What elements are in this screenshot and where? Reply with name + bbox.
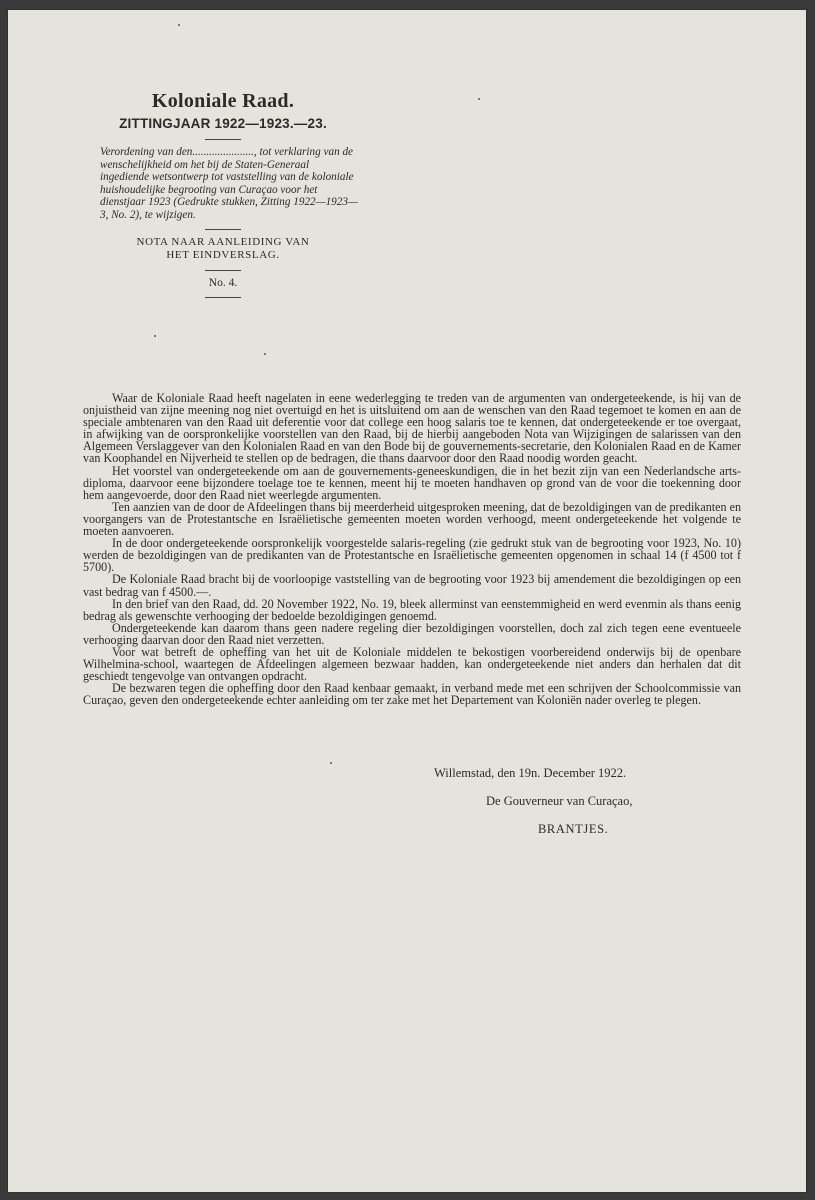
paragraph: Ondergeteekende kan daarom thans geen nadere regeling dier bezoldigingen voorstellen, doch zal zich tegen eene eventueele verhooging daarvan door den Raad niet verzetten. xyxy=(83,620,741,647)
header-block xyxy=(78,90,368,304)
document-page xyxy=(8,10,806,1192)
paper-speck xyxy=(154,335,156,337)
nota-heading-line-1: NOTA NAAR AANLEIDING VAN xyxy=(136,236,310,248)
paragraph: De bezwaren tegen die opheffing door den Raad kenbaar gemaakt, in verband mede met een schrijven der Schoolcommissie van Curaçao, geven den ondergeteekende echter aanleiding om ter zake met het Departement van Koloniën nader overleg te plegen. xyxy=(83,681,741,708)
paper-speck xyxy=(178,24,180,26)
divider xyxy=(205,297,241,298)
session-year: ZITTINGJAAR 1922—1923.—23. xyxy=(119,116,327,131)
paper-speck xyxy=(264,353,266,355)
verordening-text: Verordening van den......................, tot verklaring van de wenschelijkheid om het bij de Staten-Generaal ingediende wetsontwerp tot vaststelling van de koloniale huishoudelijke begrooting van Curaçao voor het dienstjaar 1923 (Gedrukte stukken, Zitting 1922—1923—3, No. 2), te wijzigen. xyxy=(100,146,358,221)
divider xyxy=(205,229,241,230)
paragraph: Het voorstel van ondergeteekende om aan de gouvernements-geneeskundigen, die in het bezit zijn van een Nederlandsche arts-diploma, daarvoor eene bijzondere toelage toe te kennen, meent hij te moeten handhaven op grond van de voor die toekenning door hem aangevoerde, door den Raad niet weerlegde argumenten. xyxy=(83,463,741,502)
document-title: Koloniale Raad. xyxy=(151,90,295,112)
body-text xyxy=(83,392,741,706)
paper-speck xyxy=(478,98,480,100)
signatory-name: BRANTJES. xyxy=(538,822,609,836)
divider xyxy=(205,270,241,271)
place-date: Willemstad, den 19n. December 1922. xyxy=(434,766,627,780)
paragraph: Ten aanzien van de door de Afdeelingen thans bij meerderheid uitgesproken meening, dat de bezoldigingen van de predikanten en voorgangers van de Protestantsche en Israëlietische gemeenten moeten worden verhoogd, meent ondergeteekende het volgende te moeten aanvoeren. xyxy=(83,499,741,539)
signatory-role: De Gouverneur van Curaçao, xyxy=(486,794,633,808)
paragraph: Waar de Koloniale Raad heeft nagelaten in eene wederlegging te treden van de argumenten van ondergeteekende, is hij van de onjuistheid van zijne meening nog niet overtuigd en het is uitsluitend om aan de wenschen van den Raad tegemoet te komen en aan de speciale ambtenaren van den Raad uit deferentie voor dat college een hoog salaris toe te kennen, dat ondergeteekende er toe overgaat, in afwijking van de oorspronkelijke voorstellen van den Raad, bij de hierbij aangeboden Nota van Wijzigingen de salarissen van den Algemeen Verslaggever van den Kolonialen Raad en van den Bode bij de gouvernements-secretarie, den Kolonialen Raad en de Kamer van Koophandel en Nijverheid te stellen op de bedragen, die thans daarvoor door den Raad noodig worden geacht. xyxy=(83,391,741,466)
divider xyxy=(205,139,241,140)
document-number: No. 4. xyxy=(208,277,238,289)
paragraph: Voor wat betreft de opheffing van het uit de Koloniale middelen te bekostigen voorbereidend onderwijs bij de openbare Wilhelmina-school, waartegen de Afdeelingen algemeen bezwaar hadden, kan ondergeteekende niet anders dan herhalen dat dit geschiedt tengevolge van ontvangen opdracht. xyxy=(83,644,741,684)
nota-heading-line-2: HET EINDVERSLAG. xyxy=(166,249,280,261)
paper-speck xyxy=(330,762,332,764)
paragraph: De Koloniale Raad bracht bij de voorloopige vaststelling van de begrooting voor 1923 bij amendement die bezoldigingen op een vast bedrag van f 4500.—. xyxy=(83,572,741,599)
signature-block xyxy=(388,766,748,837)
paragraph: In de door ondergeteekende oorspronkelijk voorgestelde salaris-regeling (zie gedrukt stuk van de begrooting voor 1923, No. 10) werden de bezoldigingen van de predikanten van de Protestantsche en Israëlietische gemeenten opgenomen in schaal 14 (f 4500 tot f 5700). xyxy=(83,536,741,575)
paragraph: In den brief van den Raad, dd. 20 November 1922, No. 19, bleek allerminst van eenstemmigheid en werd evenmin als thans eenig bedrag als gewenschte verhooging der bedoelde bezoldigingen genoemd. xyxy=(83,596,741,623)
